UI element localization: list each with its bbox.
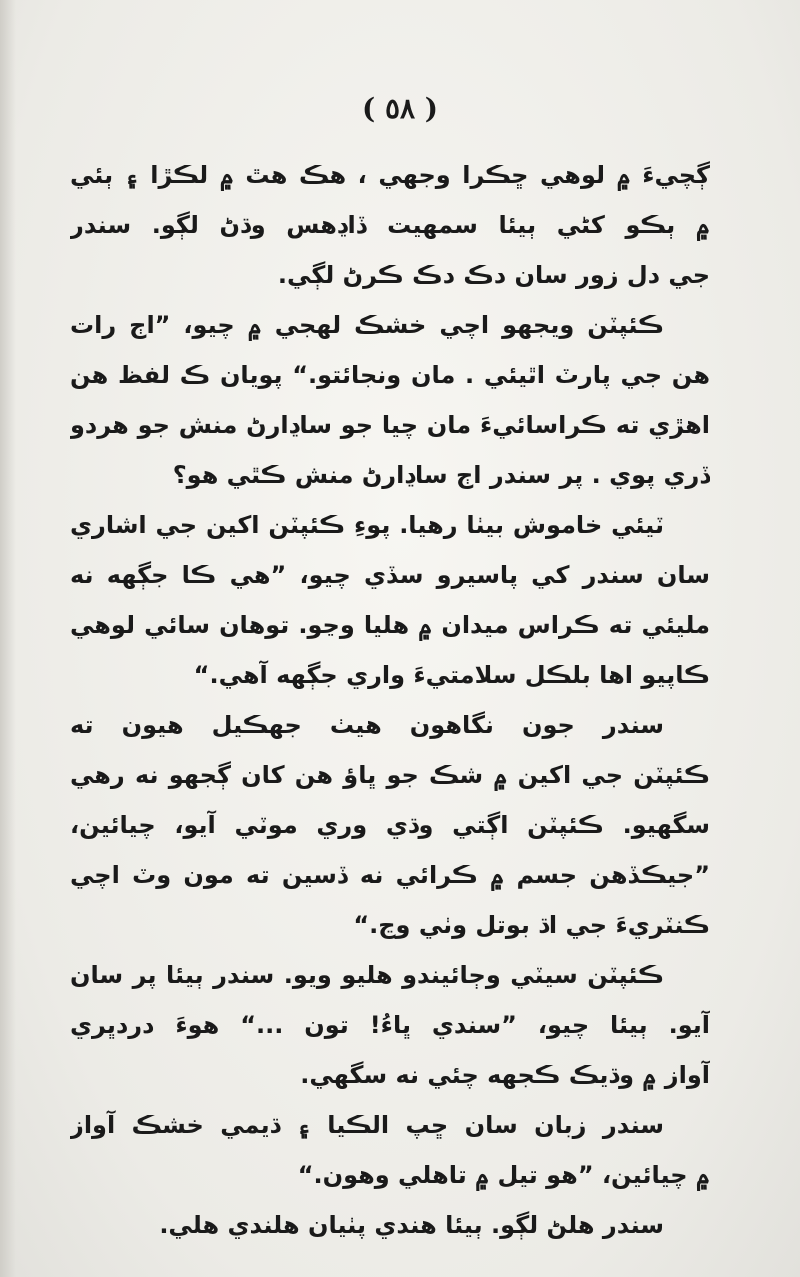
text-line: آواز ۾ وڌيڪ ڪجهه چئي نه سگهي. bbox=[300, 1061, 710, 1089]
text-line: اهڙي ته ڪراسائيءَ مان چيا جو ساڍارڻ منش جو هردو bbox=[70, 411, 710, 439]
paragraph bbox=[70, 300, 710, 500]
paragraph bbox=[70, 950, 710, 1100]
paragraph bbox=[70, 1200, 710, 1250]
paragraph bbox=[70, 150, 710, 300]
page-number: ( ٥٨ ) bbox=[361, 92, 439, 125]
paragraph bbox=[70, 1100, 710, 1200]
text-line: سندر هلڻ لڳو. ٻيئا هندي پٺيان هلندي هلي. bbox=[159, 1211, 664, 1239]
text-line: آيو. ٻيئا چيو، ”سندي ڀاءُ! تون ...“ هوءَ دردڀري bbox=[70, 1011, 710, 1039]
text-line: هن جي پارٽ اٿيئي . مان ونجائتو.“ پويان ڪ لفظ هن bbox=[70, 361, 710, 389]
text-line: ڪئپٽن جي اکين ۾ شڪ جو ڀاؤ هن کان ڳجهو نه رهي bbox=[70, 761, 710, 789]
text-line: ڪئپٽن سيٽي وڄائيندو هليو ويو. سندر ٻيئا پر سان bbox=[70, 961, 664, 989]
text-line: سگهيو. ڪئپٽن اڳتي وڌي وري موٽي آيو، چيائين، bbox=[70, 811, 710, 839]
paragraph bbox=[70, 500, 710, 700]
text-line: جي دل زور سان دڪ دڪ ڪرڻ لڳي. bbox=[277, 261, 710, 289]
text-line: ڪاپيو اها بلڪل سلامتيءَ واري جڳهه آهي.“ bbox=[193, 661, 710, 689]
body-text bbox=[70, 150, 710, 1250]
text-line: ڪئپٽن ويجهو اچي خشڪ لهجي ۾ چيو، ”اڄ رات bbox=[70, 311, 664, 339]
text-line: سان سندر کي پاسيرو سڏي چيو، ”هي ڪا جڳهه نه bbox=[70, 561, 710, 589]
text-line: ٽيئي خاموش بيٺا رهيا. پوءِ ڪئپٽن اکين جي اشاري bbox=[70, 511, 664, 539]
text-line: ڪنٽريءَ جي اڌ بوتل وٺي وڃ.“ bbox=[353, 911, 710, 939]
text-line: ”جيڪڏهن جسم ۾ ڪرائي نه ڏسين ته مون وٽ اچي bbox=[70, 861, 710, 889]
text-line: مليئي ته ڪراس ميدان ۾ هليا وڃو. توهان سائي لوهي bbox=[70, 611, 710, 639]
paragraph bbox=[70, 700, 710, 950]
page-binding-shadow bbox=[0, 0, 16, 1277]
text-line: سندر زبان سان ڇپ الڪيا ۽ ڌيمي خشڪ آواز bbox=[70, 1111, 664, 1139]
text-line: ۾ چيائين، ”هو تيل ۾ تاهلي وهون.“ bbox=[297, 1161, 710, 1189]
text-line: ڏري پوي . پر سندر اڄ ساڍارڻ منش ڪٿي هو؟ bbox=[172, 461, 710, 489]
text-line: سندر جون نگاهون هيٺ جهڪيل هيون ته bbox=[70, 711, 664, 739]
text-line: ڳچيءَ ۾ لوهي ڇڪرا وجهي ، هڪ هٿ ۾ لڪڙا ۽ ٻئي bbox=[70, 161, 710, 189]
text-line: ۾ ٻڪو کڻي ٻيئا سمهيت ڏاڍهس وڌڻ لڳو. سندر bbox=[70, 211, 710, 239]
